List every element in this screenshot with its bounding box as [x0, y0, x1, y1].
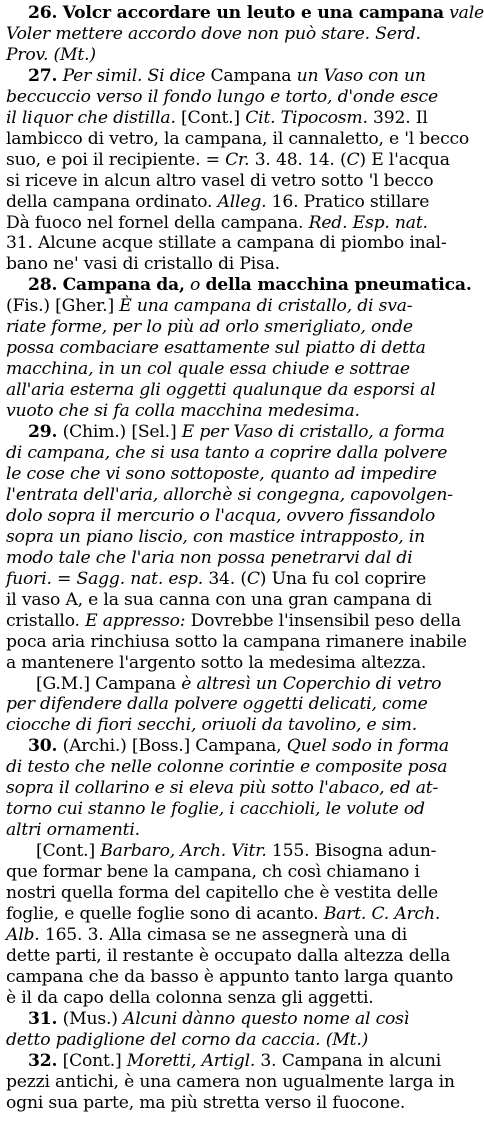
text-line — [6, 967, 464, 988]
sense-heading: della macchina pneumatica. — [205, 275, 472, 296]
text-span: dette parti, il restante è occupato dalla altezza della — [6, 945, 451, 966]
text-span: (Archi.) [Boss.] Campana, — [57, 736, 287, 757]
sense-heading: Volcr accordare un leuto e una campana — [62, 3, 444, 23]
italic-text: Voler mettere accordo dove non può stare. Serd. — [6, 23, 421, 44]
italic-text: vale — [449, 3, 484, 23]
italic-text: altri ornamenti. — [6, 820, 140, 841]
text-line — [6, 925, 464, 946]
sense-heading: 29. — [28, 422, 58, 443]
text-line — [6, 631, 467, 653]
italic-text: Alb. — [6, 924, 40, 945]
text-span: poca aria rinchiusa sotto la campana rimanere inabile — [6, 631, 467, 652]
text-span: 34. ( — [203, 568, 247, 589]
text-line — [6, 443, 464, 464]
italic-text: ciocche di fiori secchi, oriuoli da tavolino, e sim. — [6, 715, 418, 736]
italic-text: per difendere dalla polvere oggetti delicati, come — [6, 694, 428, 715]
sense-heading: da, — [156, 275, 185, 296]
text-span: 31. Alcune acque stillate a campana di piombo inal- — [6, 233, 447, 254]
text-line — [6, 715, 464, 736]
italic-text: all'aria esterna gli oggetti qualunque da esporsi al — [6, 380, 436, 401]
text-span: 16. Pratico stillare — [266, 191, 430, 212]
italic-text: l'entrata dell'aria, allorchè si congegna, capovolgen- — [6, 484, 453, 505]
text-span: ) E l'acqua — [359, 149, 450, 170]
text-line — [6, 275, 472, 296]
text-span: (Mus.) — [57, 1008, 124, 1029]
text-line — [6, 338, 464, 359]
text-line — [6, 317, 464, 338]
sense-heading: 30. — [28, 736, 58, 757]
italic-text: Quel sodo in forma — [286, 736, 449, 757]
text-line — [6, 192, 464, 213]
italic-text: vuoto che si fa colla macchina medesima. — [6, 401, 360, 422]
text-line — [6, 548, 464, 569]
italic-text: sopra il collarino e si eleva più sotto l'abaco, ed at- — [6, 778, 439, 799]
text-span: cristallo. — [6, 610, 86, 631]
text-span: lambicco di vetro, la campana, il cannaletto, e 'l becco — [6, 128, 470, 149]
text-line — [6, 380, 464, 401]
text-span: il vaso A, e la sua canna con una gran campana di — [6, 589, 432, 610]
text-span: 392. Il — [367, 107, 428, 128]
text-span: pezzi antichi, è una camera non ugualmente larga in — [6, 1071, 455, 1092]
italic-text: Prov. (Mt.) — [6, 44, 96, 65]
italic-text: fuori. — [6, 568, 52, 589]
italic-text: È una campana di cristallo, di sva- — [119, 296, 413, 317]
text-line — [6, 569, 464, 590]
text-line — [6, 1030, 464, 1051]
italic-text: o — [190, 275, 201, 296]
italic-text: Bart. C. Arch. — [323, 903, 441, 924]
text-line — [6, 590, 464, 611]
text-span: della campana ordinato. — [6, 191, 218, 212]
italic-text: Cr. — [225, 149, 250, 170]
sense-heading: Campana — [62, 275, 151, 296]
text-span: ogni sua parte, ma più stretta verso il fuocone. — [6, 1092, 406, 1113]
text-line — [6, 108, 464, 129]
text-line — [6, 841, 464, 862]
text-line — [6, 694, 464, 715]
text-line — [6, 401, 464, 422]
text-line — [6, 485, 464, 506]
text-line — [6, 422, 464, 443]
text-span: nostri quella forma del capitello che è vestita delle — [6, 883, 439, 904]
italic-text: C — [346, 149, 360, 170]
text-line — [6, 233, 464, 254]
text-line — [6, 506, 464, 527]
text-span: Campana — [205, 65, 297, 86]
italic-text: Cit. Tipocosm. — [245, 107, 368, 128]
text-line — [6, 128, 470, 150]
text-line — [6, 213, 464, 234]
text-span: (Fis.) [Gher.] — [6, 296, 120, 317]
italic-text: di campana, che si usa tanto a coprire dalla polvere — [6, 443, 448, 464]
italic-text: torno cui stanno le foglie, i cacchioli, le volute od — [6, 799, 425, 820]
text-line — [6, 946, 464, 967]
text-span: [G.M.] Campana — [36, 673, 182, 694]
text-span: [Cont.] — [36, 841, 101, 862]
text-line — [6, 904, 464, 925]
text-span: foglie, e quelle foglie sono di acanto. — [6, 903, 324, 924]
italic-text: un Vaso con un — [296, 65, 426, 86]
text-line — [6, 820, 464, 841]
text-line — [6, 778, 464, 799]
text-line — [6, 799, 464, 820]
text-line — [6, 1072, 464, 1093]
italic-text: di testo che nelle colonne corintie e composite posa — [6, 757, 448, 778]
text-line — [6, 45, 464, 66]
italic-text: C — [246, 568, 260, 589]
text-line — [6, 736, 464, 757]
text-span: suo, e poi il recipiente. = — [6, 149, 226, 170]
italic-text: macchina, in un col quale essa chiude e sottrae — [6, 359, 410, 380]
text-line — [6, 1093, 464, 1114]
text-span: 3. 48. 14. ( — [249, 149, 347, 170]
text-line — [6, 171, 464, 192]
text-line — [6, 24, 464, 45]
italic-text: Barbaro, Arch. Vitr. — [100, 841, 267, 862]
sense-heading: 31. — [28, 1008, 58, 1029]
text-line — [6, 674, 464, 695]
text-line — [6, 359, 464, 380]
text-span: bano ne' vasi di cristallo di Pisa. — [6, 254, 280, 275]
text-span: [Cont.] — [57, 1050, 127, 1071]
italic-text: riate forme, per lo più ad orlo smerigliato, onde — [6, 317, 413, 338]
text-line — [6, 862, 464, 883]
text-line — [6, 611, 464, 632]
text-line — [6, 883, 464, 904]
text-line — [6, 3, 484, 24]
italic-text: sopra un piano liscio, con mastice intrapposto, in — [6, 526, 425, 547]
text-line — [6, 254, 464, 275]
italic-text: Alcuni dànno questo nome al così — [123, 1008, 410, 1029]
text-span: [Cont.] — [175, 107, 246, 128]
italic-text: possa combaciare esattamente sul piatto di detta — [6, 338, 426, 359]
italic-text: Moretti, Artigl. — [126, 1050, 256, 1071]
text-span: que formar bene la campana, ch così chiamano i — [6, 862, 420, 883]
text-span: (Chim.) [Sel.] — [57, 422, 182, 443]
text-span: = — [51, 568, 77, 589]
text-span: 155. Bisogna adun- — [266, 841, 437, 862]
italic-text: è altresì un Coperchio di vetro — [181, 673, 442, 694]
italic-text: Sagg. nat. esp. — [76, 568, 204, 589]
sense-heading: 32. — [28, 1050, 58, 1071]
italic-text: il liquor che distilla. — [6, 107, 176, 128]
italic-text: Alleg. — [217, 191, 267, 212]
text-span: campana che da basso è appunto tanto larga quanto — [6, 966, 454, 987]
text-line — [6, 757, 464, 778]
italic-text: beccuccio verso il fondo lungo e torto, d'onde esce — [6, 86, 438, 107]
italic-text: modo tale che l'aria non possa penetrarvi dal di — [6, 547, 413, 568]
italic-text: detto padiglione del corno da caccia. (Mt.) — [6, 1029, 369, 1050]
italic-text: dolo sopra il mercurio o l'acqua, ovvero fissandolo — [6, 505, 436, 526]
text-span: a mantenere l'argento sotto la medesima altezza. — [6, 652, 427, 673]
italic-text: Red. Esp. nat. — [308, 212, 428, 233]
italic-text: E per Vaso di cristallo, a forma — [181, 422, 445, 443]
text-line — [6, 1051, 464, 1072]
text-line — [6, 653, 464, 674]
text-line — [6, 988, 464, 1009]
italic-text: le cose che vi sono sottoposte, quanto ad impedire — [6, 463, 437, 484]
text-line — [6, 150, 464, 171]
italic-text: E appresso: — [85, 610, 186, 631]
sense-heading: 26. — [28, 3, 58, 23]
text-line — [6, 1009, 464, 1030]
sense-heading: 28. — [28, 275, 58, 296]
text-span: è il da capo della colonna senza gli aggetti. — [6, 987, 374, 1008]
text-line — [6, 66, 464, 87]
sense-heading: 27. — [28, 65, 58, 86]
text-line — [6, 527, 464, 548]
text-line — [6, 87, 464, 108]
text-line — [6, 296, 464, 317]
text-span: si riceve in alcun altro vasel di vetro sotto 'l becco — [6, 170, 434, 191]
text-span: Dà fuoco nel fornel della campana. — [6, 212, 309, 233]
text-span: ) Una fu col coprire — [259, 568, 427, 589]
text-line — [6, 464, 464, 485]
text-span: Dovrebbe l'insensibil peso della — [185, 610, 461, 631]
text-span: 165. 3. Alla cimasa se ne assegnerà una di — [39, 924, 408, 945]
text-span: 3. Campana in alcuni — [255, 1050, 442, 1071]
italic-text: Per simil. Si dice — [62, 65, 206, 86]
